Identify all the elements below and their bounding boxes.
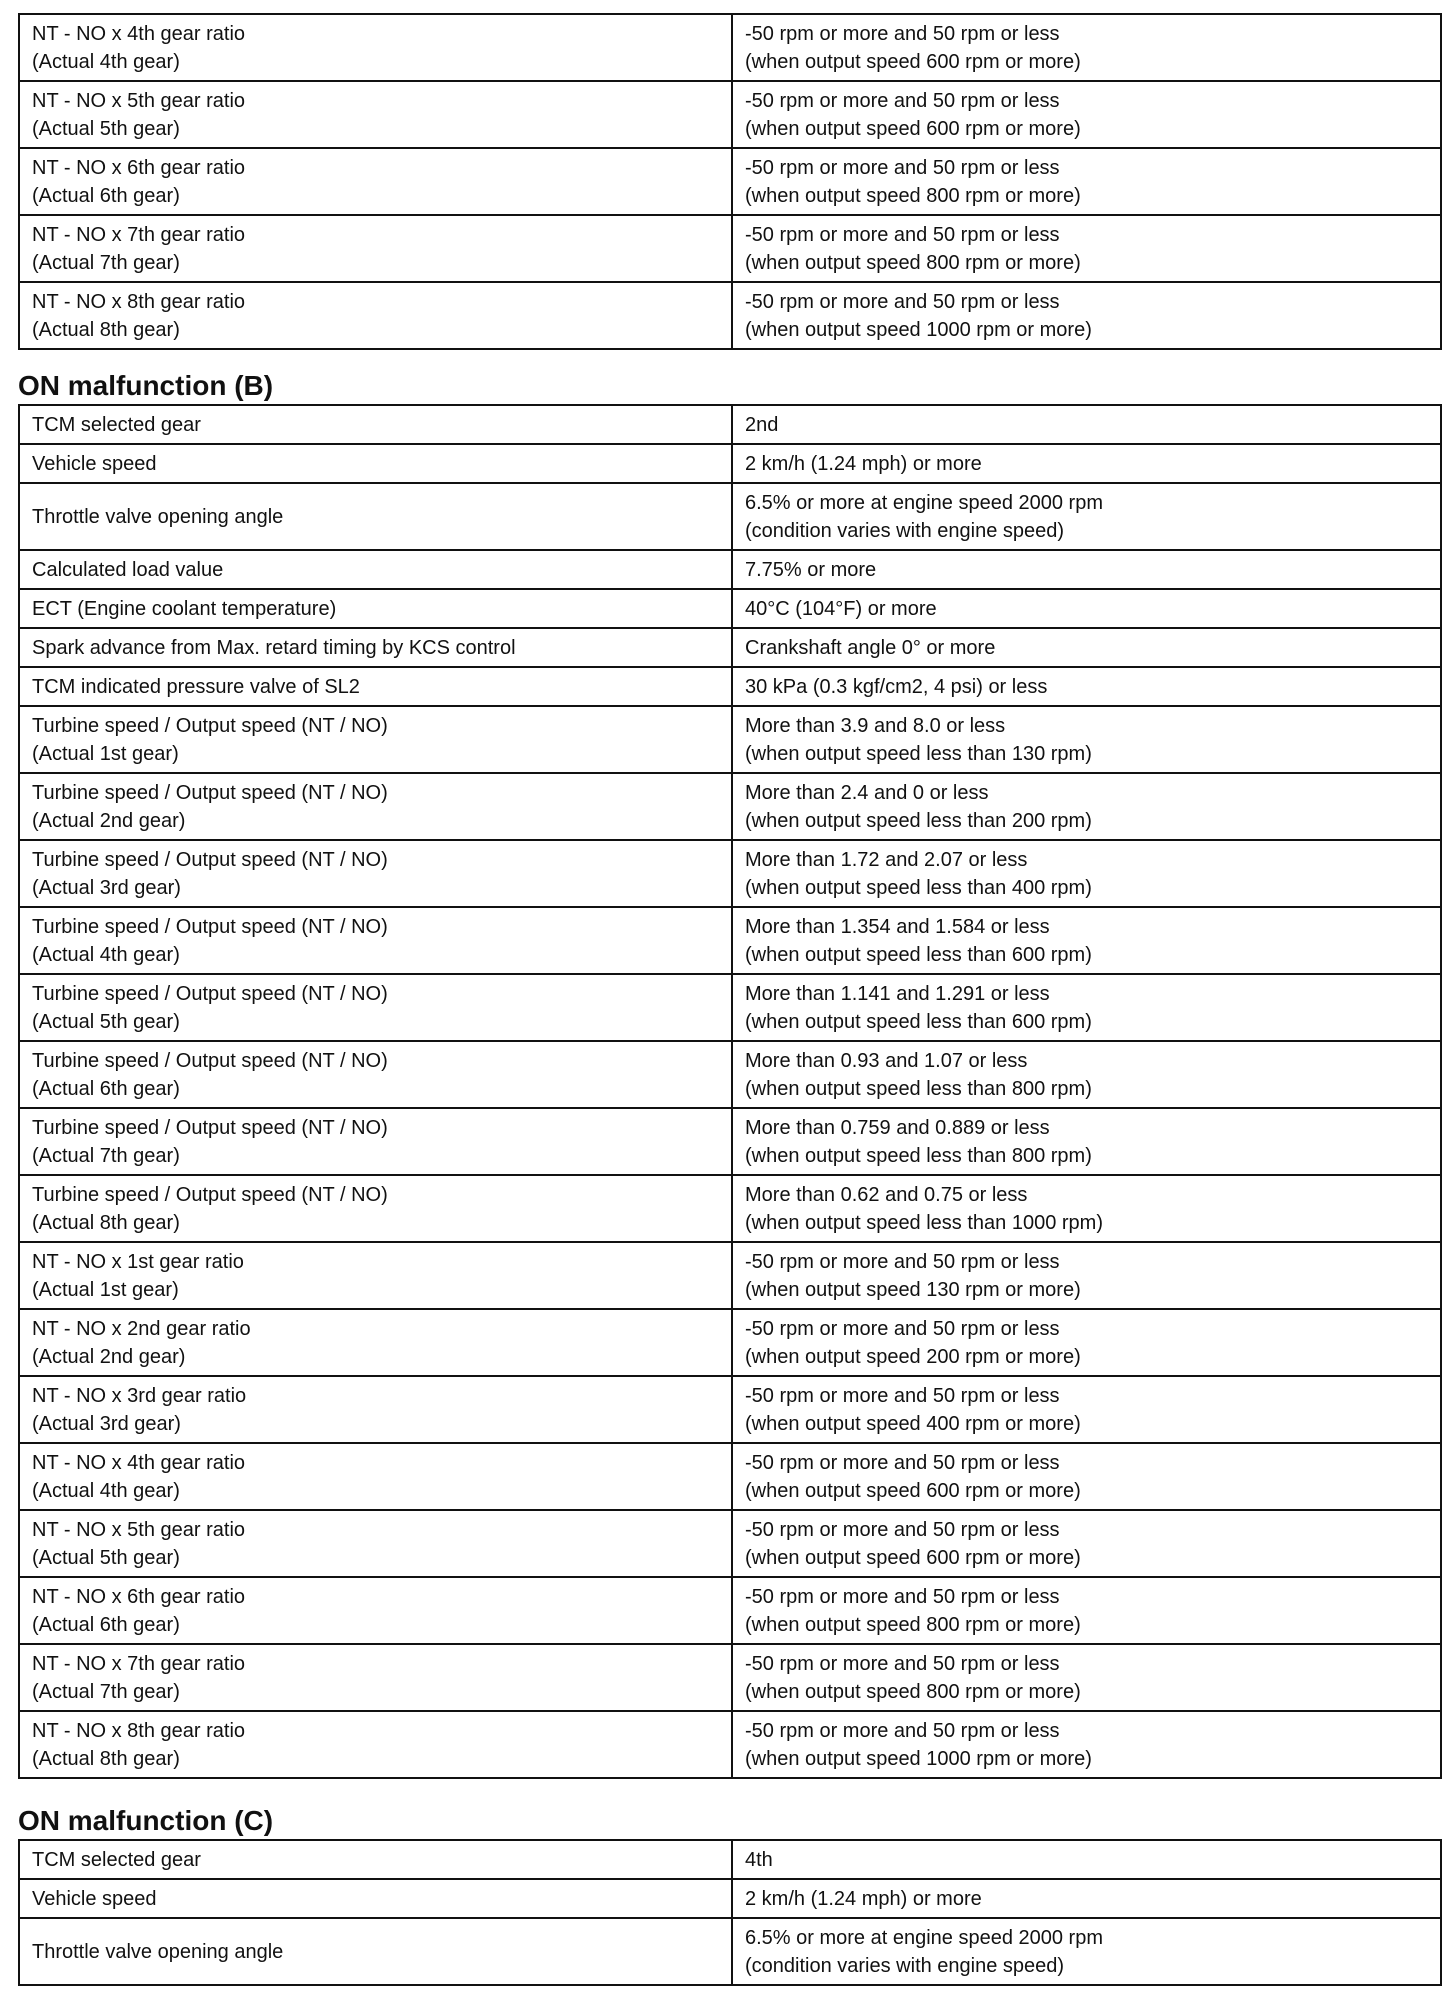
condition-item-cell	[19, 483, 732, 550]
condition-item-cell	[19, 1711, 732, 1778]
condition-item-cell	[19, 1108, 732, 1175]
table-row	[19, 1918, 1441, 1985]
condition-item-text: NT - NO x 8th gear ratio	[32, 1719, 246, 1742]
condition-value-cell	[732, 215, 1441, 282]
condition-value-cell	[732, 1376, 1441, 1443]
condition-item-text: Vehicle speed	[32, 1887, 157, 1910]
condition-item-text: TCM selected gear	[32, 1848, 201, 1871]
table-row	[19, 81, 1441, 148]
condition-item-text: NT - NO x 6th gear ratio	[32, 1585, 246, 1608]
condition-value-cell	[732, 1443, 1441, 1510]
condition-item-text: Turbine speed / Output speed (NT / NO)	[32, 848, 388, 871]
condition-item-cell	[19, 215, 732, 282]
condition-value-text: -50 rpm or more and 50 rpm or less	[745, 290, 1060, 313]
condition-value-text: More than 0.62 and 0.75 or less	[745, 1183, 1028, 1206]
table-row	[19, 1376, 1441, 1443]
condition-item-text: (Actual 5th gear)	[32, 1010, 180, 1033]
table-row	[19, 1443, 1441, 1510]
condition-item-text: (Actual 3rd gear)	[32, 876, 181, 899]
table-row	[19, 706, 1441, 773]
condition-value-cell	[732, 667, 1441, 706]
condition-item-text: NT - NO x 7th gear ratio	[32, 223, 246, 246]
condition-value-text: (when output speed 1000 rpm or more)	[745, 318, 1092, 341]
table-row	[19, 1840, 1441, 1879]
condition-item-cell	[19, 1918, 732, 1985]
condition-value-text: 2 km/h (1.24 mph) or more	[745, 452, 982, 475]
condition-value-text: (when output speed 130 rpm or more)	[745, 1278, 1081, 1301]
condition-item-cell	[19, 1879, 732, 1918]
condition-value-cell	[732, 773, 1441, 840]
condition-value-cell	[732, 1175, 1441, 1242]
condition-item-cell	[19, 907, 732, 974]
condition-value-text: -50 rpm or more and 50 rpm or less	[745, 1585, 1060, 1608]
table-row	[19, 1242, 1441, 1309]
condition-item-text: (Actual 6th gear)	[32, 184, 180, 207]
condition-value-text: (when output speed less than 800 rpm)	[745, 1144, 1092, 1167]
condition-value-text: (when output speed 800 rpm or more)	[745, 184, 1081, 207]
condition-value-text: (when output speed 600 rpm or more)	[745, 117, 1081, 140]
condition-value-cell	[732, 907, 1441, 974]
condition-value-cell	[732, 1840, 1441, 1879]
condition-item-text: (Actual 4th gear)	[32, 943, 180, 966]
table-row	[19, 215, 1441, 282]
condition-value-cell	[732, 550, 1441, 589]
condition-item-text: Turbine speed / Output speed (NT / NO)	[32, 1116, 388, 1139]
condition-value-cell	[732, 14, 1441, 81]
condition-item-cell	[19, 1376, 732, 1443]
condition-value-text: 2 km/h (1.24 mph) or more	[745, 1887, 982, 1910]
condition-value-cell	[732, 1711, 1441, 1778]
condition-value-cell	[732, 1242, 1441, 1309]
condition-value-text: (when output speed less than 200 rpm)	[745, 809, 1092, 832]
condition-value-text: (when output speed less than 400 rpm)	[745, 876, 1092, 899]
condition-item-text: NT - NO x 6th gear ratio	[32, 156, 246, 179]
condition-item-text: ECT (Engine coolant temperature)	[32, 597, 337, 620]
condition-item-text: (Actual 2nd gear)	[32, 809, 186, 832]
table-row	[19, 1175, 1441, 1242]
condition-value-text: (when output speed less than 800 rpm)	[745, 1077, 1092, 1100]
condition-value-text: (when output speed 800 rpm or more)	[745, 251, 1081, 274]
condition-item-text: Calculated load value	[32, 558, 224, 581]
condition-value-cell	[732, 405, 1441, 444]
condition-item-cell	[19, 1577, 732, 1644]
condition-item-text: NT - NO x 7th gear ratio	[32, 1652, 246, 1675]
condition-item-text: Turbine speed / Output speed (NT / NO)	[32, 1049, 388, 1072]
table-row	[19, 148, 1441, 215]
condition-value-text: -50 rpm or more and 50 rpm or less	[745, 1652, 1060, 1675]
condition-value-text: -50 rpm or more and 50 rpm or less	[745, 1451, 1060, 1474]
condition-value-text: 40°C (104°F) or more	[745, 597, 937, 620]
condition-item-text: Turbine speed / Output speed (NT / NO)	[32, 781, 388, 804]
condition-item-text: Turbine speed / Output speed (NT / NO)	[32, 1183, 388, 1206]
condition-item-text: (Actual 7th gear)	[32, 1144, 180, 1167]
condition-item-text: NT - NO x 4th gear ratio	[32, 1451, 246, 1474]
condition-item-text: Throttle valve opening angle	[32, 505, 284, 528]
condition-value-text: -50 rpm or more and 50 rpm or less	[745, 1317, 1060, 1340]
condition-value-text: (when output speed less than 130 rpm)	[745, 742, 1092, 765]
condition-value-text: More than 0.759 and 0.889 or less	[745, 1116, 1050, 1139]
condition-value-text: More than 3.9 and 8.0 or less	[745, 714, 1006, 737]
condition-value-text: More than 0.93 and 1.07 or less	[745, 1049, 1028, 1072]
condition-item-cell	[19, 1840, 732, 1879]
condition-item-text: (Actual 7th gear)	[32, 251, 180, 274]
condition-item-cell	[19, 550, 732, 589]
condition-item-text: NT - NO x 5th gear ratio	[32, 1518, 246, 1541]
condition-value-text: 4th	[745, 1848, 773, 1871]
table-row	[19, 1041, 1441, 1108]
condition-item-cell	[19, 405, 732, 444]
section-heading-b: ON malfunction (B)	[18, 370, 274, 401]
condition-item-text: (Actual 8th gear)	[32, 1211, 180, 1234]
condition-item-text: (Actual 6th gear)	[32, 1077, 180, 1100]
condition-item-text: NT - NO x 4th gear ratio	[32, 22, 246, 45]
condition-item-cell	[19, 444, 732, 483]
condition-value-text: Crankshaft angle 0° or more	[745, 636, 996, 659]
condition-value-cell	[732, 444, 1441, 483]
condition-value-cell	[732, 1577, 1441, 1644]
condition-value-text: 6.5% or more at engine speed 2000 rpm	[745, 1926, 1103, 1949]
table-row	[19, 1711, 1441, 1778]
condition-item-text: Turbine speed / Output speed (NT / NO)	[32, 714, 388, 737]
condition-item-cell	[19, 667, 732, 706]
condition-item-text: (Actual 6th gear)	[32, 1613, 180, 1636]
condition-item-text: (Actual 2nd gear)	[32, 1345, 186, 1368]
condition-item-text: (Actual 8th gear)	[32, 318, 180, 341]
condition-value-text: 2nd	[745, 413, 779, 436]
condition-value-text: -50 rpm or more and 50 rpm or less	[745, 1719, 1060, 1742]
table-row	[19, 1108, 1441, 1175]
condition-value-cell	[732, 1510, 1441, 1577]
table-row	[19, 773, 1441, 840]
condition-item-text: TCM selected gear	[32, 413, 201, 436]
condition-item-text: Spark advance from Max. retard timing by KCS control	[32, 636, 516, 659]
condition-item-cell	[19, 81, 732, 148]
condition-value-text: More than 2.4 and 0 or less	[745, 781, 989, 804]
table-row	[19, 282, 1441, 349]
condition-value-text: (when output speed less than 600 rpm)	[745, 1010, 1092, 1033]
condition-value-cell	[732, 1918, 1441, 1985]
condition-value-text: (when output speed 800 rpm or more)	[745, 1613, 1081, 1636]
condition-value-text: (when output speed 600 rpm or more)	[745, 1479, 1081, 1502]
condition-table-c	[18, 1839, 1442, 1986]
condition-value-cell	[732, 589, 1441, 628]
condition-value-text: (when output speed 800 rpm or more)	[745, 1680, 1081, 1703]
condition-item-text: (Actual 5th gear)	[32, 1546, 180, 1569]
condition-item-cell	[19, 628, 732, 667]
condition-value-text: (when output speed 600 rpm or more)	[745, 1546, 1081, 1569]
condition-item-text: NT - NO x 1st gear ratio	[32, 1250, 244, 1273]
table-row	[19, 974, 1441, 1041]
condition-item-text: (Actual 1st gear)	[32, 742, 179, 765]
condition-item-text: (Actual 8th gear)	[32, 1747, 180, 1770]
condition-value-text: (condition varies with engine speed)	[745, 519, 1065, 542]
condition-value-text: (when output speed 200 rpm or more)	[745, 1345, 1081, 1368]
condition-value-text: -50 rpm or more and 50 rpm or less	[745, 22, 1060, 45]
condition-item-cell	[19, 1175, 732, 1242]
condition-value-text: More than 1.354 and 1.584 or less	[745, 915, 1050, 938]
condition-item-cell	[19, 773, 732, 840]
condition-item-cell	[19, 1041, 732, 1108]
table-row	[19, 550, 1441, 589]
condition-value-text: (when output speed 1000 rpm or more)	[745, 1747, 1092, 1770]
condition-item-text: NT - NO x 5th gear ratio	[32, 89, 246, 112]
condition-item-cell	[19, 706, 732, 773]
condition-item-text: TCM indicated pressure valve of SL2	[32, 675, 360, 698]
section-heading-c: ON malfunction (C)	[18, 1805, 274, 1836]
table-row	[19, 405, 1441, 444]
condition-value-text: 6.5% or more at engine speed 2000 rpm	[745, 491, 1103, 514]
condition-item-cell	[19, 1309, 732, 1376]
table-row	[19, 840, 1441, 907]
table-row	[19, 483, 1441, 550]
table-row	[19, 907, 1441, 974]
condition-item-cell	[19, 974, 732, 1041]
table-row	[19, 1644, 1441, 1711]
condition-item-cell	[19, 148, 732, 215]
table-row	[19, 628, 1441, 667]
condition-table-b	[18, 404, 1442, 1779]
condition-value-cell	[732, 282, 1441, 349]
condition-value-cell	[732, 628, 1441, 667]
condition-value-cell	[732, 483, 1441, 550]
condition-value-text: -50 rpm or more and 50 rpm or less	[745, 156, 1060, 179]
condition-value-text: -50 rpm or more and 50 rpm or less	[745, 89, 1060, 112]
table-row	[19, 444, 1441, 483]
condition-item-text: (Actual 3rd gear)	[32, 1412, 181, 1435]
condition-value-cell	[732, 706, 1441, 773]
table-row	[19, 14, 1441, 81]
condition-item-cell	[19, 282, 732, 349]
condition-value-cell	[732, 974, 1441, 1041]
condition-value-text: -50 rpm or more and 50 rpm or less	[745, 223, 1060, 246]
condition-value-cell	[732, 1644, 1441, 1711]
table-row	[19, 1879, 1441, 1918]
condition-item-text: (Actual 5th gear)	[32, 117, 180, 140]
condition-value-cell	[732, 1879, 1441, 1918]
condition-item-text: (Actual 4th gear)	[32, 50, 180, 73]
table-row	[19, 1510, 1441, 1577]
condition-item-cell	[19, 14, 732, 81]
table-row	[19, 667, 1441, 706]
condition-value-text: (when output speed 400 rpm or more)	[745, 1412, 1081, 1435]
condition-value-text: -50 rpm or more and 50 rpm or less	[745, 1384, 1060, 1407]
condition-item-text: Throttle valve opening angle	[32, 1940, 284, 1963]
condition-item-text: NT - NO x 2nd gear ratio	[32, 1317, 251, 1340]
condition-value-cell	[732, 840, 1441, 907]
table-row	[19, 1309, 1441, 1376]
condition-item-cell	[19, 840, 732, 907]
condition-item-cell	[19, 1510, 732, 1577]
condition-item-text: (Actual 4th gear)	[32, 1479, 180, 1502]
table-row	[19, 589, 1441, 628]
condition-item-text: (Actual 7th gear)	[32, 1680, 180, 1703]
table-row	[19, 1577, 1441, 1644]
condition-item-text: NT - NO x 3rd gear ratio	[32, 1384, 247, 1407]
condition-item-text: (Actual 1st gear)	[32, 1278, 179, 1301]
condition-value-cell	[732, 81, 1441, 148]
condition-value-text: (when output speed less than 1000 rpm)	[745, 1211, 1103, 1234]
condition-item-cell	[19, 1644, 732, 1711]
condition-table-continued	[18, 13, 1442, 350]
condition-value-text: (condition varies with engine speed)	[745, 1954, 1065, 1977]
condition-value-cell	[732, 1041, 1441, 1108]
condition-item-text: Turbine speed / Output speed (NT / NO)	[32, 915, 388, 938]
condition-item-cell	[19, 1242, 732, 1309]
condition-item-text: Turbine speed / Output speed (NT / NO)	[32, 982, 388, 1005]
document-page	[18, 13, 1440, 1986]
condition-value-cell	[732, 1108, 1441, 1175]
condition-value-text: (when output speed less than 600 rpm)	[745, 943, 1092, 966]
condition-value-cell	[732, 148, 1441, 215]
condition-value-text: More than 1.72 and 2.07 or less	[745, 848, 1028, 871]
condition-item-text: Vehicle speed	[32, 452, 157, 475]
condition-value-text: (when output speed 600 rpm or more)	[745, 50, 1081, 73]
condition-item-text: NT - NO x 8th gear ratio	[32, 290, 246, 313]
condition-item-cell	[19, 1443, 732, 1510]
condition-value-text: -50 rpm or more and 50 rpm or less	[745, 1518, 1060, 1541]
condition-value-text: -50 rpm or more and 50 rpm or less	[745, 1250, 1060, 1273]
condition-item-cell	[19, 589, 732, 628]
condition-value-text: More than 1.141 and 1.291 or less	[745, 982, 1050, 1005]
condition-value-text: 30 kPa (0.3 kgf/cm2, 4 psi) or less	[745, 675, 1048, 698]
condition-value-text: 7.75% or more	[745, 558, 877, 581]
condition-value-cell	[732, 1309, 1441, 1376]
